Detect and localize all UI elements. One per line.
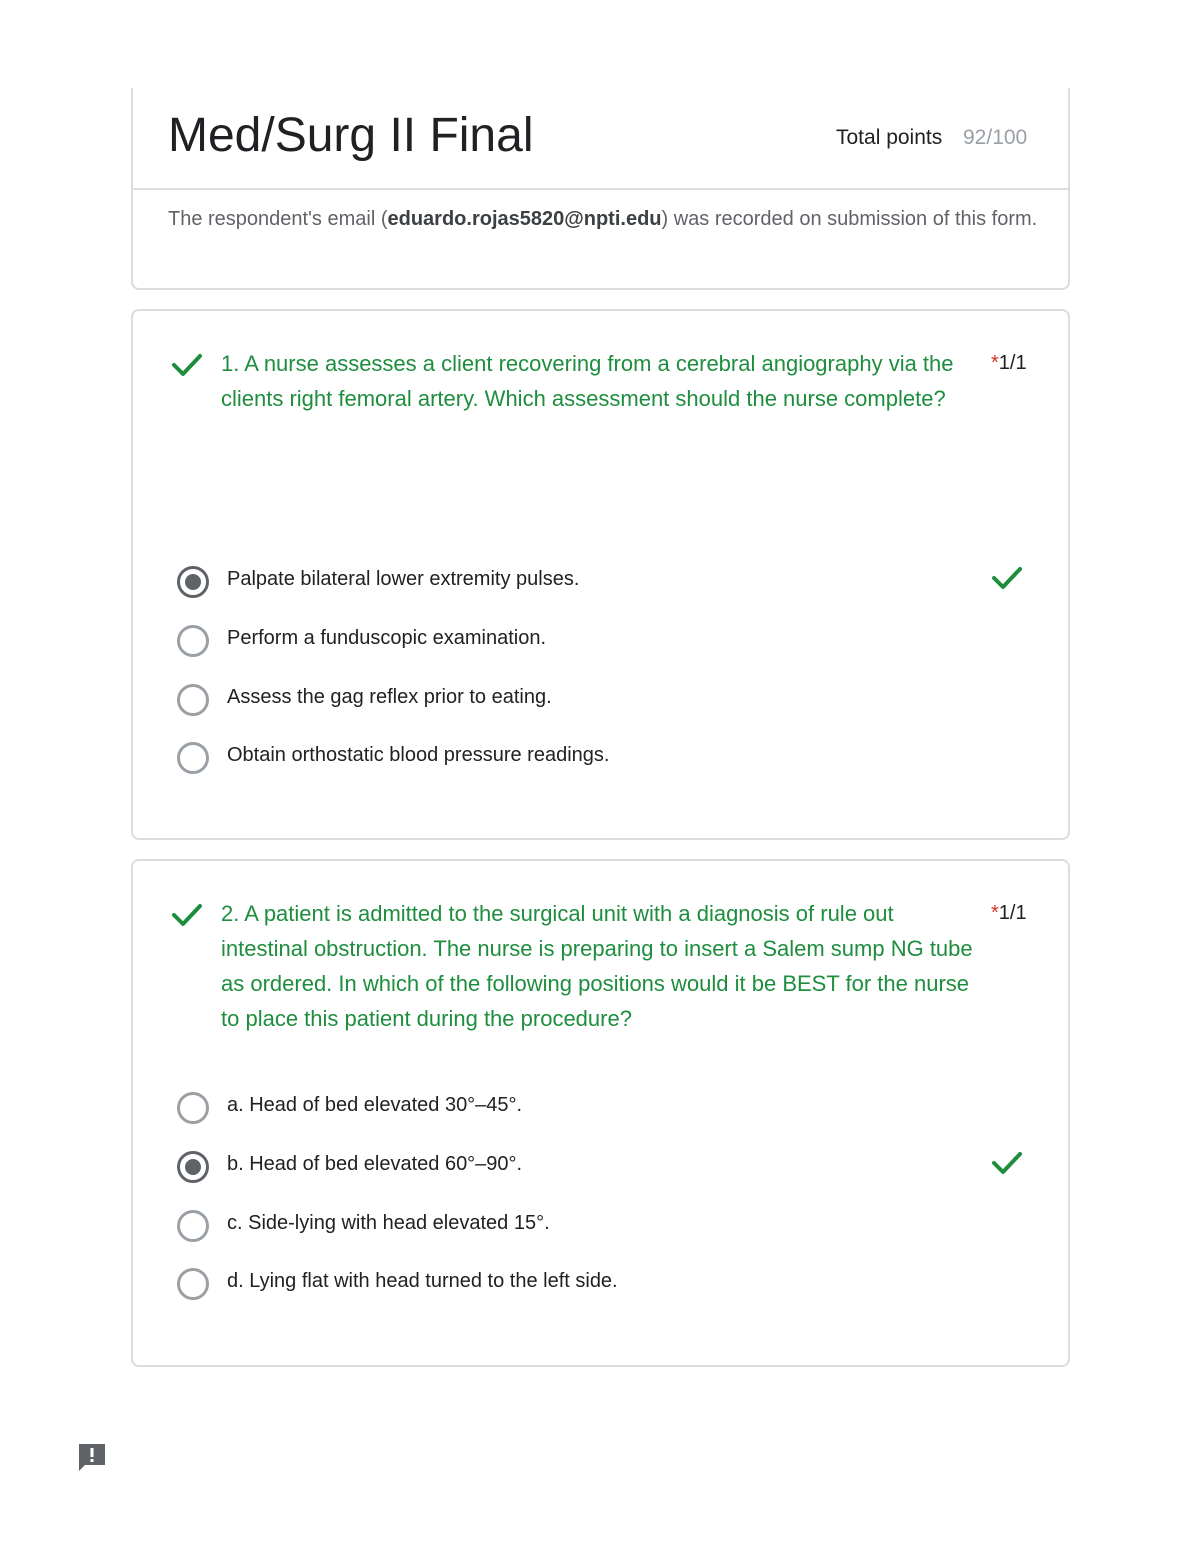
header-divider (133, 188, 1068, 190)
total-points-label: Total points (836, 126, 943, 149)
option-label: Palpate bilateral lower extremity pulses. (227, 568, 580, 590)
radio-unselected[interactable] (177, 1092, 209, 1124)
option-b[interactable] (177, 1149, 1037, 1185)
radio-unselected[interactable] (177, 625, 209, 657)
required-asterisk: * (991, 352, 999, 374)
question-text: 1. A nurse assesses a client recovering from a cerebral angiography via the clients right femoral artery. Which assessment should the nurse complete? (221, 351, 954, 411)
question-card-2 (131, 859, 1070, 1367)
option-label: b. Head of bed elevated 60°–90°. (227, 1153, 523, 1175)
option-1[interactable] (177, 564, 1037, 600)
score-value: 1/1 (998, 902, 1027, 924)
question-score (991, 352, 1027, 375)
option-label: a. Head of bed elevated 30°–45°. (227, 1094, 523, 1116)
option-4[interactable] (177, 740, 1037, 776)
form-title: Med/Surg II Final (168, 109, 534, 162)
score-value: 1/1 (998, 352, 1027, 374)
radio-unselected[interactable] (177, 1268, 209, 1300)
email-note-suffix: ) was recorded on submission of this form. (661, 208, 1038, 230)
option-2[interactable] (177, 623, 1037, 659)
option-3[interactable] (177, 682, 1037, 718)
option-label: Assess the gag reflex prior to eating. (227, 686, 552, 708)
radio-selected[interactable] (177, 1151, 209, 1183)
option-d[interactable] (177, 1266, 1037, 1302)
correct-answer-checkmark-icon (991, 1149, 1023, 1177)
total-points-value: 92/100 (963, 126, 1028, 149)
question-score (991, 902, 1027, 925)
respondent-email: eduardo.rojas5820@npti.edu (387, 208, 662, 230)
radio-unselected[interactable] (177, 684, 209, 716)
radio-unselected[interactable] (177, 1210, 209, 1242)
option-c[interactable] (177, 1208, 1037, 1244)
feedback-icon[interactable] (76, 1441, 108, 1473)
question-card-1 (131, 309, 1070, 840)
radio-selected[interactable] (177, 566, 209, 598)
form-header-card (131, 88, 1070, 290)
option-label: Obtain orthostatic blood pressure readings. (227, 744, 610, 766)
radio-unselected[interactable] (177, 742, 209, 774)
required-asterisk: * (991, 902, 999, 924)
option-label: c. Side-lying with head elevated 15°. (227, 1212, 550, 1234)
correct-checkmark-icon (171, 351, 203, 379)
correct-checkmark-icon (171, 901, 203, 929)
option-a[interactable] (177, 1090, 1037, 1126)
option-label: Perform a funduscopic examination. (227, 627, 547, 649)
option-label: d. Lying flat with head turned to the left side. (227, 1270, 618, 1292)
question-text: 2. A patient is admitted to the surgical unit with a diagnosis of rule out intestinal obstruction. The nurse is preparing to insert a Salem sump NG tube as ordered. In which of the following positions would it be BEST for the nurse to place this patient during the procedure? (221, 901, 973, 1031)
email-note-prefix: The respondent's email ( (168, 208, 388, 230)
correct-answer-checkmark-icon (991, 564, 1023, 592)
respondent-email-note (168, 205, 1038, 234)
